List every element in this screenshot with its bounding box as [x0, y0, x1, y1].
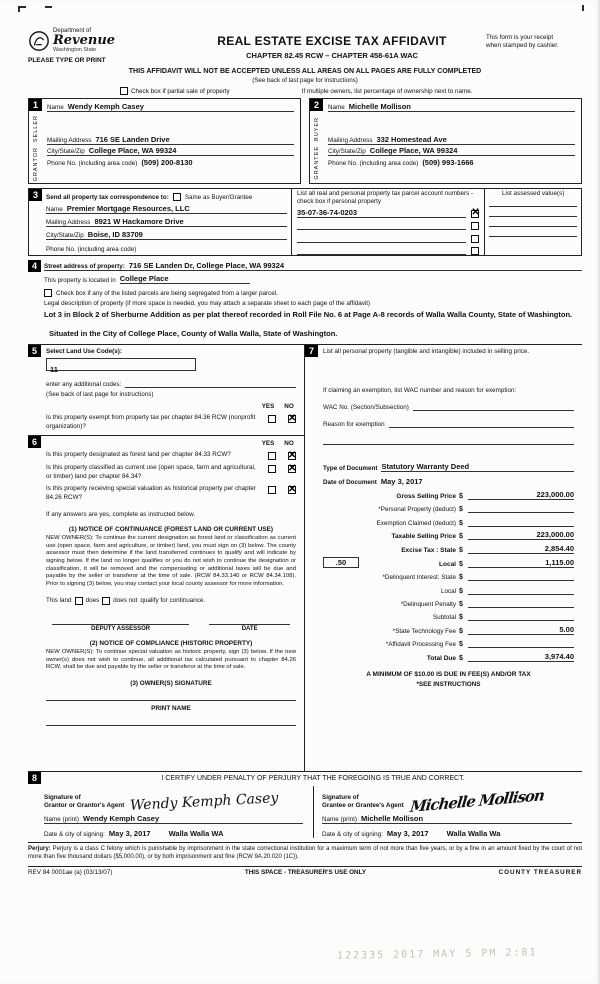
- correspondence-csz-row: [46, 229, 287, 240]
- dollar-sign: $: [459, 641, 463, 649]
- local-rate-field[interactable]: .50: [323, 557, 359, 568]
- grantor-date-row: [44, 827, 303, 838]
- personal-property-deduct-label: *Personal Property (deduct): [378, 506, 456, 514]
- buyer-mailing-field[interactable]: 332 Homestead Ave: [376, 135, 447, 144]
- personal-property-checkbox[interactable]: [471, 235, 479, 243]
- money-row-delinquent-interest-state: [323, 571, 574, 581]
- money-row-excise-state: [323, 544, 574, 554]
- seller-label: SELLER: [32, 114, 39, 142]
- wac-label: WAC No. (Section/Subsection): [323, 403, 409, 411]
- assessed-values-column: [484, 189, 581, 255]
- partial-sale-row: [28, 87, 582, 95]
- dollar-sign: $: [459, 533, 463, 541]
- total-due-label: Total Due: [426, 654, 456, 662]
- correspondence-mailing-row: [46, 216, 287, 227]
- footer-row: [28, 869, 582, 876]
- title-block: [178, 28, 486, 60]
- section-3-number: 3: [29, 189, 42, 201]
- dollar-sign: $: [459, 654, 463, 662]
- section-3-tax-correspondence: [28, 188, 582, 256]
- gross-selling-price-field[interactable]: 223,000.00: [468, 490, 574, 500]
- exemption-claimed-label: Exemption Claimed (deduct): [376, 519, 456, 527]
- grantor-signature-label-1: Signature of: [44, 793, 81, 801]
- located-in-field[interactable]: College Place: [120, 274, 250, 284]
- exempt-question-text: Is this property exempt from property tax per chapter 84.36 RCW (nonprofit organization)?: [46, 414, 256, 430]
- exempt-yes-checkbox[interactable]: [268, 415, 276, 423]
- historic-no-checkbox[interactable]: [288, 486, 296, 494]
- land-use-code-field[interactable]: [46, 358, 196, 375]
- dor-logo-block: [28, 28, 178, 64]
- correspondence-csz-field[interactable]: Boise, ID 83709: [87, 230, 143, 239]
- certify-statement: I CERTIFY UNDER PENALTY OF PERJURY THAT THE FOREGOING IS TRUE AND CORRECT.: [161, 775, 465, 783]
- this-land-label: This land: [46, 597, 72, 605]
- subtotal-label: Subtotal: [432, 614, 456, 622]
- document-type-field[interactable]: Statutory Warranty Deed: [381, 462, 574, 472]
- scan-mark: [582, 5, 584, 11]
- partial-sale-checkbox[interactable]: [120, 87, 128, 95]
- city-state-zip-label: City/State/Zip: [46, 232, 84, 239]
- phone-label: Phone No. (including area code): [328, 160, 419, 167]
- see-back-note: (See back of last page for instructions): [252, 77, 358, 84]
- dollar-sign: $: [459, 601, 463, 609]
- scan-mark: [45, 6, 52, 8]
- grantor-sign-city-field[interactable]: Walla Walla WA: [168, 829, 224, 839]
- assessed-value-field[interactable]: [489, 227, 577, 237]
- delinquent-interest-state-field[interactable]: [468, 571, 574, 581]
- minimum-fee-note: A MINIMUM OF $10.00 IS DUE IN FEE(S) AND/OR TAX: [366, 670, 531, 678]
- dollar-sign: $: [459, 506, 463, 514]
- dollar-sign: $: [459, 587, 463, 595]
- wac-number-field[interactable]: [413, 402, 574, 411]
- sections-5-6-7: [28, 344, 582, 772]
- no-label: NO: [284, 440, 294, 448]
- section-4-property: [28, 260, 582, 338]
- notice-compliance-title: (2) NOTICE OF COMPLIANCE (HISTORIC PROPERTY): [89, 639, 253, 647]
- grantor-signature-label-2: Grantor or Grantor's Agent: [44, 801, 125, 809]
- parcel-numbers-column: [291, 189, 484, 255]
- personal-property-checkbox[interactable]: [471, 222, 479, 230]
- buyer-csz-row: [328, 145, 575, 156]
- section-6-number: 6: [28, 436, 41, 448]
- grantee-sign-date-field[interactable]: May 3, 2017: [386, 829, 429, 839]
- yes-no-header: [46, 440, 296, 447]
- correspondence-name-field[interactable]: Premier Mortgage Resources, LLC: [66, 204, 190, 213]
- reason-exemption-field[interactable]: [389, 419, 574, 428]
- grantor-signature[interactable]: Wendy Kemph Casey: [130, 790, 280, 814]
- grantee-date-row: [322, 827, 572, 838]
- seller-csz-field[interactable]: College Place, WA 99324: [88, 146, 177, 155]
- mailing-address-label: Mailing Address: [328, 137, 373, 144]
- dollar-sign: $: [459, 546, 463, 554]
- name-label: Name: [328, 104, 345, 111]
- exempt-question-row: [46, 414, 296, 431]
- completion-warning: THIS AFFIDAVIT WILL NOT BE ACCEPTED UNLESS ALL AREAS ON ALL PAGES ARE FULLY COMPLETED: [128, 68, 482, 75]
- seller-grantor-side-label: [29, 113, 42, 183]
- reason-row: [323, 417, 574, 428]
- phone-label: Phone No. (including area code): [47, 160, 138, 167]
- seller-phone-row: [47, 156, 294, 167]
- parcel-row: [297, 233, 479, 243]
- mailing-address-label: Mailing Address: [47, 137, 92, 144]
- dollar-sign: $: [459, 492, 463, 500]
- grantee-print-name-field[interactable]: Michelle Mollison: [361, 814, 424, 824]
- excise-tax-state-field[interactable]: 2,854.40: [468, 544, 574, 554]
- grantor-label: GRANTOR: [32, 146, 39, 182]
- assessed-values-label: List assessed value(s): [502, 190, 565, 197]
- document-type-row: [323, 461, 574, 472]
- street-address-label: Street address of property:: [44, 263, 125, 270]
- document-date-row: [323, 475, 574, 486]
- notice-compliance-body: NEW OWNER(S): To continue special valuation as historic property, sign (3) below. If the new owner(s) does not wish to continue, all additional tax calculated pursuant to chapter 84.26 RCW, shall be due and payable by the seller or transferor at the time of sale.: [46, 648, 296, 671]
- phone-label: Phone No. (including area code): [46, 246, 137, 253]
- affidavit-processing-fee-label: *Affidavit Processing Fee: [385, 641, 456, 649]
- parcel-number-field[interactable]: [297, 233, 466, 243]
- seller-csz-row: [47, 145, 294, 156]
- situated-statement: Situated in the City of College Place, County of Walla Walla, State of Washington.: [49, 329, 338, 339]
- dollar-sign: $: [459, 519, 463, 527]
- street-address-field[interactable]: 716 SE Landen Dr, College Place, WA 99324: [128, 261, 285, 270]
- dollar-sign: $: [459, 574, 463, 582]
- scan-mark: [18, 6, 20, 12]
- parcel-number-field[interactable]: [297, 220, 466, 230]
- county-treasurer-label: COUNTY TREASURER: [498, 868, 582, 876]
- delinquent-penalty-field[interactable]: [468, 598, 574, 608]
- section-1-number: 1: [29, 99, 42, 111]
- buyer-mailing-row: [328, 134, 575, 145]
- grantee-signature-label-1: Signature of: [322, 793, 359, 801]
- parcel-number-field[interactable]: 35-07-36-74-0203: [297, 208, 466, 218]
- section-2-buyer: [309, 98, 582, 184]
- taxable-selling-price-label: Taxable Selling Price: [391, 533, 456, 541]
- does-not-checkbox[interactable]: [102, 597, 110, 605]
- exempt-no-checkbox[interactable]: [288, 415, 296, 423]
- owners-signature-title: (3) OWNER(S) SIGNATURE: [130, 679, 212, 687]
- left-column: [28, 345, 305, 771]
- money-row-total-due: [323, 652, 574, 662]
- exemption-claimed-field[interactable]: [468, 517, 574, 527]
- grantee-sign-city-field[interactable]: Walla Walla Wa: [446, 829, 501, 839]
- state-technology-fee-field[interactable]: 5.00: [468, 625, 574, 635]
- revenue-logo-icon: [28, 30, 50, 52]
- receipt-note-line-2: when stamped by cashier.: [486, 42, 559, 50]
- parcel-row: [297, 220, 479, 230]
- street-address-row: [44, 260, 582, 271]
- current-use-no-checkbox[interactable]: [288, 465, 296, 473]
- segregated-checkbox[interactable]: [44, 289, 52, 297]
- forest-no-checkbox[interactable]: [288, 452, 296, 460]
- city-state-zip-label: City/State/Zip: [328, 148, 366, 155]
- continuance-qualify-row: [46, 597, 296, 605]
- dollar-sign: $: [459, 560, 463, 568]
- historic-question-text: Is this property receiving special valuation as historical property per chapter 84.26 RCW?: [46, 485, 256, 501]
- grantor-sign-date-field[interactable]: May 3, 2017: [108, 829, 151, 839]
- money-row-subtotal: [323, 611, 574, 621]
- city-state-zip-label: City/State/Zip: [47, 148, 85, 155]
- perjury-notice: [28, 843, 582, 867]
- owners-signature-field[interactable]: [46, 689, 296, 701]
- parcel-row: [297, 245, 479, 255]
- money-row-gross: [323, 490, 574, 500]
- legal-description-label: Legal description of property (if more space is needed, you may attach a separate sheet to each page of the affidavit): [44, 300, 371, 307]
- segregated-row: [44, 286, 582, 297]
- print-name-title: PRINT NAME: [151, 704, 191, 712]
- partial-sale-label: Check box if partial sale of property: [131, 87, 230, 95]
- correspondence-phone-row: [46, 242, 287, 253]
- does-checkbox[interactable]: [75, 597, 83, 605]
- legal-description-field[interactable]: Lot 3 in Block 2 of Sherburne Addition as per plat thereof recorded in Roll File No. 6 at Page A-8 records of Walla Walla County, State of Washington.: [44, 310, 573, 319]
- parties-row: [28, 98, 582, 184]
- section-1-seller: [28, 98, 301, 184]
- seller-mailing-field[interactable]: 716 SE Landen Drive: [95, 135, 170, 144]
- section-8-number: 8: [28, 772, 41, 784]
- buyer-name-field[interactable]: Michelle Mollison: [348, 102, 411, 111]
- section-4-number: 4: [28, 260, 41, 272]
- assessed-value-field[interactable]: [489, 217, 577, 227]
- seller-phone-field[interactable]: (509) 200-8130: [141, 158, 193, 167]
- buyer-phone-row: [328, 156, 575, 167]
- excise-tax-state-label: Excise Tax : State: [401, 546, 456, 554]
- personal-property-checkbox[interactable]: [471, 247, 479, 255]
- forest-yes-checkbox[interactable]: [268, 452, 276, 460]
- taxable-selling-price-field[interactable]: 223,000.00: [468, 530, 574, 540]
- segregated-label: Check box if any of the listed parcels are being segregated from a larger parcel.: [56, 290, 278, 297]
- deputy-assessor-row: [52, 615, 290, 632]
- name-label: Name: [47, 104, 64, 111]
- assessed-value-field[interactable]: [489, 197, 577, 207]
- correspondence-column: [44, 189, 291, 255]
- send-correspondence-label: Send all property tax correspondence to:: [46, 194, 169, 201]
- form-title: REAL ESTATE EXCISE TAX AFFIDAVIT: [217, 34, 447, 48]
- buyer-phone-field[interactable]: (509) 993-1666: [422, 158, 474, 167]
- grantee-signature-label-2: Grantee or Grantee's Agent: [322, 801, 404, 809]
- additional-codes-field[interactable]: [125, 379, 296, 388]
- receipt-note-line-1: This form is your receipt: [486, 34, 554, 41]
- section-5-land-use: [28, 345, 304, 435]
- land-use-label: Select Land Use Code(s):: [46, 348, 122, 356]
- subtotal-field[interactable]: [468, 611, 574, 621]
- date-city-label: Date & city of signing:: [322, 831, 383, 839]
- parcel-number-field[interactable]: [297, 245, 466, 255]
- send-correspondence-row: [46, 190, 287, 201]
- seller-mailing-row: [47, 134, 294, 145]
- same-as-buyer-label: Same as Buyer/Grantee: [184, 194, 253, 201]
- does-not-label: does not: [113, 597, 138, 605]
- state-technology-fee-label: *State Technology Fee: [392, 627, 456, 635]
- additional-codes-row: [46, 377, 296, 388]
- money-row-taxable: [323, 530, 574, 540]
- assessed-value-field[interactable]: [489, 207, 577, 217]
- exemption-note: If claiming an exemption, list WAC number and reason for exemption:: [323, 386, 517, 394]
- multiple-owners-note: If multiple owners, list percentage of ownership next to name.: [301, 87, 473, 95]
- parcel-row: [297, 208, 479, 218]
- rev-form-number: REV 84 0001ae (a) (03/13/07): [28, 868, 113, 876]
- receipt-note: [486, 28, 582, 50]
- cashier-date-stamp: 122335 2017 MAY 5 PM 2:81: [337, 947, 539, 962]
- yes-no-header: [46, 403, 296, 410]
- form-header: [28, 28, 582, 64]
- grantee-signature-block: [313, 786, 582, 838]
- print-name-field[interactable]: [46, 714, 296, 726]
- correspondence-name-row: [46, 203, 287, 214]
- delinquent-interest-local-label: Local: [440, 587, 456, 595]
- money-row-exemption: [323, 517, 574, 527]
- money-row-local: [323, 557, 574, 568]
- grantee-signature[interactable]: Michelle Mollison: [408, 786, 545, 817]
- delinquent-interest-state-label: *Delinquent Interest: State: [382, 574, 456, 582]
- section-6-classification: [28, 435, 304, 730]
- personal-property-deduct-field[interactable]: [468, 503, 574, 513]
- grantor-print-name-field[interactable]: Wendy Kemph Casey: [83, 814, 160, 824]
- historic-yes-checkbox[interactable]: [268, 486, 276, 494]
- form-chapter: CHAPTER 82.45 RCW – CHAPTER 458-61A WAC: [246, 51, 418, 60]
- total-due-field[interactable]: 3,974.40: [468, 652, 574, 662]
- name-print-label: Name (print): [44, 816, 79, 824]
- section-8-certification: [28, 772, 582, 843]
- forest-land-question-row: [46, 451, 296, 460]
- please-type-or-print-label: PLEASE TYPE OR PRINT: [28, 57, 106, 64]
- section-5-number: 5: [28, 345, 41, 357]
- personal-property-checkbox[interactable]: [471, 210, 479, 218]
- name-print-label: Name (print): [322, 816, 357, 824]
- correspondence-mailing-field[interactable]: 8921 W Hackamore Drive: [94, 217, 184, 226]
- yes-label: YES: [261, 440, 275, 448]
- does-label: does: [85, 597, 100, 605]
- perjury-body: Perjury is a class C felony which is punishable by imprisonment in the state correctional institution for a maximum term of not more than five years, or by a fine in an amount fixed by the court of not more than five thousand dollars ($5,000.00), or by both imprisonment and fine (RCW 9A.20.020 (1C)).: [28, 846, 583, 860]
- name-label: Name: [46, 206, 63, 213]
- dollar-sign: $: [459, 627, 463, 635]
- excise-tax-table: [323, 490, 574, 662]
- notice-continuance-body: NEW OWNER(S): To continue the current designation as forest land or classification as current use (open space, farm and agriculture, or timber) land, you must sign on (3) below. The county assessor must then determine if the land transferred continues to qualify and will indicate by signing below. If the land no longer qualifies or you do not wish to continue the designation or classification, it will be removed and the compensating or additional taxes will be due and payable by the seller or transferor at the time of sale. (RCW 84.33.140 or RCW 84.34.108). Prior to signing (3) below, you may contact your local county assessor for more information.: [46, 535, 296, 588]
- local-tax-field[interactable]: 1,115.00: [468, 558, 574, 568]
- gross-selling-price-label: Gross Selling Price: [396, 492, 456, 500]
- document-date-field[interactable]: May 3, 2017: [380, 476, 423, 486]
- additional-codes-label: enter any additional codes:: [46, 381, 122, 389]
- notice-continuance-title: (1) NOTICE OF CONTINUANCE (FOREST LAND OR CURRENT USE): [68, 526, 274, 534]
- seller-name-row: [47, 101, 294, 112]
- mailing-address-label: Mailing Address: [46, 219, 91, 226]
- located-in-label: This property is located in: [44, 277, 116, 284]
- located-in-row: [44, 273, 582, 284]
- section-7-number: 7: [305, 345, 318, 357]
- department-of-label: Department of: [53, 28, 92, 34]
- money-row-affidavit-fee: [323, 638, 574, 648]
- deputy-assessor-signature-field[interactable]: [52, 615, 189, 625]
- current-use-question-row: [46, 464, 296, 481]
- no-label: NO: [284, 403, 294, 411]
- wac-row: [323, 400, 574, 411]
- grantor-print-row: [44, 813, 303, 824]
- perjury-label: Perjury:: [28, 846, 51, 853]
- qualify-label: qualify for continuance.: [140, 597, 206, 605]
- washington-state-label: Washington State: [53, 47, 97, 53]
- if-yes-note: If any answers are yes, complete as instructed below.: [46, 511, 196, 519]
- document-type-label: Type of Document: [323, 464, 378, 472]
- buyer-csz-field[interactable]: College Place, WA 99324: [369, 146, 458, 155]
- money-row-personal-property: [323, 503, 574, 513]
- see-instructions-note: *SEE INSTRUCTIONS: [416, 680, 481, 688]
- buyer-grantee-side-label: [310, 113, 323, 183]
- deputy-assessor-label: DEPUTY ASSESSOR: [91, 625, 151, 632]
- date-city-label: Date & city of signing:: [44, 831, 105, 839]
- parcel-header: List all real and personal property tax parcel account numbers - check box if personal property: [297, 190, 474, 205]
- local-tax-label: Local: [439, 560, 456, 568]
- grantee-print-row: [322, 813, 572, 824]
- delinquent-penalty-label: *Delinquent Penalty: [400, 601, 456, 609]
- buyer-name-row: [328, 101, 575, 112]
- current-use-yes-checkbox[interactable]: [268, 465, 276, 473]
- money-row-technology-fee: [323, 625, 574, 635]
- revenue-label: Revenue: [53, 33, 116, 48]
- grantor-signature-block: [44, 786, 313, 838]
- date-label: DATE: [241, 625, 258, 632]
- land-use-code-value: 11: [50, 365, 58, 375]
- affidavit-processing-fee-field[interactable]: [468, 638, 574, 648]
- personal-property-label: List all personal property (tangible and intangible) included in selling price.: [323, 348, 530, 356]
- dollar-sign: $: [459, 614, 463, 622]
- seller-name-field[interactable]: Wendy Kemph Casey: [67, 102, 144, 111]
- section-7-sale-details: [305, 345, 582, 771]
- historic-question-row: [46, 485, 296, 502]
- see-back-note: (See back of last page for instructions): [46, 391, 154, 399]
- treasurer-space-label: THIS SPACE - TREASURER'S USE ONLY: [244, 868, 367, 876]
- money-row-delinquent-penalty: [323, 598, 574, 608]
- yes-label: YES: [261, 403, 275, 411]
- delinquent-interest-local-field[interactable]: [468, 585, 574, 595]
- buyer-label: BUYER: [313, 116, 320, 141]
- section-2-number: 2: [310, 99, 323, 111]
- grantee-label: GRANTEE: [313, 145, 320, 180]
- reason-exemption-field[interactable]: [323, 436, 574, 445]
- money-row-delinquent-interest-local: [323, 585, 574, 595]
- deputy-date-field[interactable]: [209, 615, 290, 625]
- document-date-label: Date of Document: [323, 478, 377, 486]
- reason-exemption-label: Reason for exemption: [323, 420, 385, 428]
- forest-land-question-text: Is this property designated as forest land per chapter 84.33 RCW?: [46, 451, 231, 459]
- same-as-buyer-checkbox[interactable]: [173, 193, 181, 201]
- current-use-question-text: Is this property classified as current use (open space, farm and agricultural, or timber) land per chapter 84.34?: [46, 464, 256, 480]
